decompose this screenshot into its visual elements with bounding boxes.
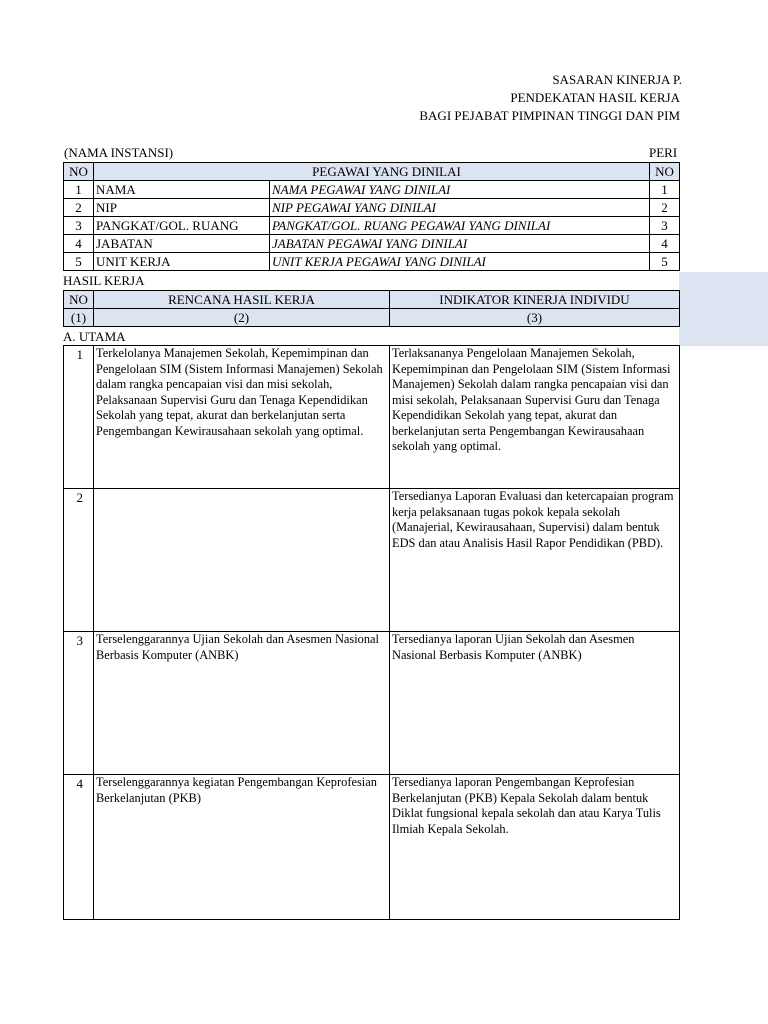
pegawai-col-no: NO bbox=[63, 162, 94, 181]
hk-row-no: 3 bbox=[63, 631, 94, 775]
document-title-line2: PENDEKATAN HASIL KERJA bbox=[510, 90, 680, 105]
hk-col-no: NO bbox=[63, 290, 94, 309]
section-hasil-kerja: HASIL KERJA bbox=[63, 273, 145, 288]
subsection-utama: A. UTAMA bbox=[63, 329, 126, 344]
pegawai-col-no-right: NO bbox=[649, 162, 680, 181]
pegawai-no: 3 bbox=[63, 216, 94, 235]
pegawai-no-right: 4 bbox=[649, 234, 680, 253]
pegawai-label: JABATAN bbox=[93, 234, 270, 253]
pegawai-label: NAMA bbox=[93, 180, 270, 199]
hk-row-no: 4 bbox=[63, 774, 94, 920]
document-title-line3: BAGI PEJABAT PIMPINAN TINGGI DAN PIM bbox=[419, 108, 680, 123]
hk-col-iki: INDIKATOR KINERJA INDIVIDU bbox=[389, 290, 680, 309]
pegawai-label: UNIT KERJA bbox=[93, 252, 270, 271]
pegawai-value: NIP PEGAWAI YANG DINILAI bbox=[269, 198, 650, 217]
document-title-line1: SASARAN KINERJA P. bbox=[552, 72, 682, 87]
hk-row-iki: Terlaksananya Pengelolaan Manajemen Sekolah, Kepemimpinan dan Pengelolaan SIM (Sistem Informasi Manajemen) Sekolah dalam rangka pencapaian visi dan misi sekolah, Pelaksanaan Supervisi Guru dan Tenaga Kependidikan Sekolah yang tepat, akurat dan berkelanjutan serta Pengembangan Kewirausahaan sekolah yang optimal. bbox=[389, 345, 680, 489]
hk-idx-rhk: (2) bbox=[93, 308, 390, 327]
hk-row-no: 2 bbox=[63, 488, 94, 632]
hk-row-iki: Tersedianya Laporan Evaluasi dan ketercapaian program kerja pelaksanaan tugas pokok kepala sekolah (Manajerial, Kewirausahaan, Supervisi) dalam bentuk EDS dan atau Analisis Hasil Rapor Pendidikan (PBD). bbox=[389, 488, 680, 632]
pegawai-col-title: PEGAWAI YANG DINILAI bbox=[93, 162, 680, 181]
periode-label: PERI bbox=[649, 145, 678, 160]
hk-row-iki: Tersedianya laporan Pengembangan Keprofesian Berkelanjutan (PKB) Kepala Sekolah dalam bentuk Diklat fungsional kepala sekolah dan atau Karya Tulis Ilmiah Kepala Sekolah. bbox=[389, 774, 680, 920]
hk-row-no: 1 bbox=[63, 345, 94, 489]
pegawai-value: UNIT KERJA PEGAWAI YANG DINILAI bbox=[269, 252, 650, 271]
pegawai-label: PANGKAT/GOL. RUANG bbox=[93, 216, 270, 235]
hk-row-rhk: Terselenggarannya Ujian Sekolah dan Asesmen Nasional Berbasis Komputer (ANBK) bbox=[93, 631, 390, 775]
pegawai-value: JABATAN PEGAWAI YANG DINILAI bbox=[269, 234, 650, 253]
pegawai-no-right: 1 bbox=[649, 180, 680, 199]
pegawai-value: PANGKAT/GOL. RUANG PEGAWAI YANG DINILAI bbox=[269, 216, 650, 235]
hk-idx-iki: (3) bbox=[389, 308, 680, 327]
hk-row-iki: Tersedianya laporan Ujian Sekolah dan Asesmen Nasional Berbasis Komputer (ANBK) bbox=[389, 631, 680, 775]
pegawai-label: NIP bbox=[93, 198, 270, 217]
pegawai-no: 5 bbox=[63, 252, 94, 271]
hk-row-rhk: Terselenggarannya kegiatan Pengembangan Keprofesian Berkelanjutan (PKB) bbox=[93, 774, 390, 920]
hk-col-rhk: RENCANA HASIL KERJA bbox=[93, 290, 390, 309]
pegawai-no: 1 bbox=[63, 180, 94, 199]
pegawai-no: 4 bbox=[63, 234, 94, 253]
pegawai-no-right: 3 bbox=[649, 216, 680, 235]
hk-idx-no: (1) bbox=[63, 308, 94, 327]
pegawai-no-right: 5 bbox=[649, 252, 680, 271]
pegawai-no-right: 2 bbox=[649, 198, 680, 217]
hk-row-rhk bbox=[93, 488, 390, 632]
instansi-label: (NAMA INSTANSI) bbox=[64, 145, 174, 160]
hk-row-rhk: Terkelolanya Manajemen Sekolah, Kepemimpinan dan Pengelolaan SIM (Sistem Informasi Manajemen) Sekolah dalam rangka pencapaian visi dan misi sekolah, Pelaksanaan Supervisi Guru dan Tenaga Kependidikan Sekolah yang tepat, akurat dan berkelanjutan serta Pengembangan Kewirausahaan sekolah yang optimal. bbox=[93, 345, 390, 489]
side-shaded-panel bbox=[679, 272, 768, 346]
pegawai-value: NAMA PEGAWAI YANG DINILAI bbox=[269, 180, 650, 199]
pegawai-no: 2 bbox=[63, 198, 94, 217]
